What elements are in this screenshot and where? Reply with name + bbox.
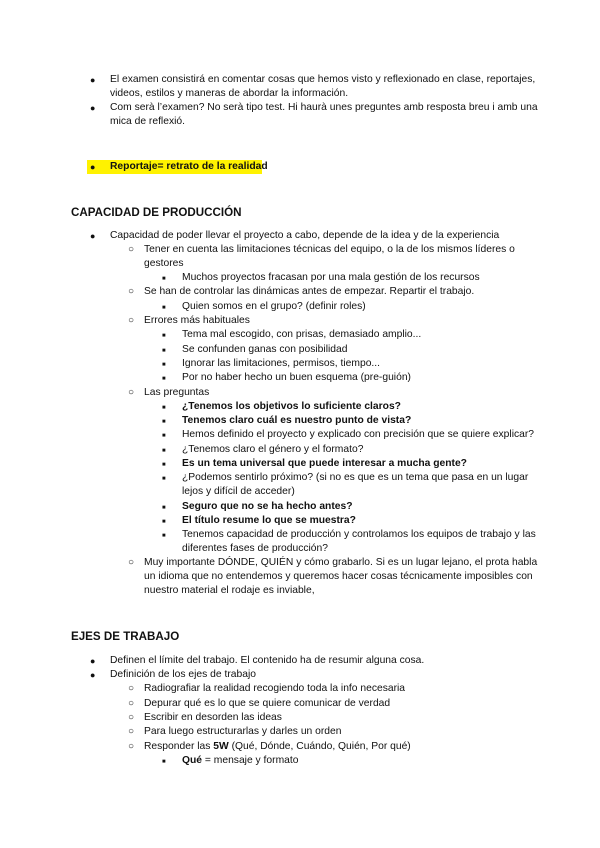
list-item xyxy=(128,386,209,400)
bullet-circle: ○ xyxy=(128,741,135,752)
list-item xyxy=(162,443,363,457)
item-text: Tener en cuenta las limitaciones técnicas del equipo, o la de los mismos líderes o xyxy=(144,244,515,255)
item-text: Tema mal escogido, con prisas, demasiado amplio... xyxy=(182,329,422,340)
intro-line: videos, estilos y maneras de abordar la información. xyxy=(110,88,349,100)
bullet-dot: ● xyxy=(90,162,96,172)
item-text: El título resume lo que se muestra? xyxy=(182,515,356,526)
list-item xyxy=(90,668,256,682)
item-text: Es un tema universal que puede interesar a mucha gente? xyxy=(182,458,467,469)
list-item xyxy=(90,229,499,243)
bullet-square: ■ xyxy=(162,476,166,482)
bullet-circle: ○ xyxy=(128,387,135,398)
bullet-circle: ○ xyxy=(128,557,135,568)
item-text: Tenemos capacidad de producción y controlamos los equipos de trabajo y las xyxy=(182,529,536,540)
bullet-square: ■ xyxy=(162,533,166,539)
list-item xyxy=(128,314,250,328)
bullet-square: ■ xyxy=(162,519,166,525)
bullet-dot: ● xyxy=(90,103,96,113)
item-text: gestores xyxy=(144,258,184,270)
bullet-dot: ● xyxy=(90,231,96,241)
bullet-square: ■ xyxy=(162,305,166,311)
item-text: Se confunden ganas con posibilidad xyxy=(182,344,348,355)
item-text: nuestro material el rodaje es inviable, xyxy=(144,585,315,597)
list-item xyxy=(162,514,356,528)
item-text: un idioma que no entendemos y queremos hacer cosas técnicamente imposibles con xyxy=(144,571,533,583)
item-text: Definen el límite del trabajo. El contenido ha de resumir alguna cosa. xyxy=(110,655,425,666)
intro-line: El examen consistirá en comentar cosas que hemos visto y reflexionado en clase, reportajes, xyxy=(110,74,536,85)
list-item xyxy=(128,285,474,299)
item-text: ¿Tenemos claro el género y el formato? xyxy=(182,444,364,455)
bullet-circle: ○ xyxy=(128,726,135,737)
bullet-circle: ○ xyxy=(128,286,135,297)
item-text: Se han de controlar las dinámicas antes de empezar. Repartir el trabajo. xyxy=(144,286,475,297)
item-text: Capacidad de poder llevar el proyecto a cabo, depende de la idea y de la experiencia xyxy=(110,230,500,241)
bullet-circle: ○ xyxy=(128,712,135,723)
section-heading: CAPACIDAD DE PRODUCCIÓN xyxy=(71,206,242,219)
item-text: diferentes fases de producción? xyxy=(182,543,328,555)
list-item xyxy=(162,357,380,371)
item-text: Errores más habituales xyxy=(144,315,250,326)
item-text: Tenemos claro cuál es nuestro punto de vista? xyxy=(182,415,412,426)
bullet-square: ■ xyxy=(162,433,166,439)
bullet-square: ■ xyxy=(162,362,166,368)
bullet-square: ■ xyxy=(162,462,166,468)
bullet-dot: ● xyxy=(90,670,96,680)
bullet-circle: ○ xyxy=(128,315,135,326)
highlighted-intro-item xyxy=(87,160,268,174)
item-text: Seguro que no se ha hecho antes? xyxy=(182,501,353,512)
item-text: Hemos definido el proyecto y explicado con precisión que se quiere explicar? xyxy=(182,429,535,440)
list-item xyxy=(162,400,401,414)
item-text: ¿Tenemos los objetivos lo suficiente claros? xyxy=(182,401,401,412)
list-item xyxy=(90,654,424,668)
list-item xyxy=(162,754,298,768)
bullet-circle: ○ xyxy=(128,244,135,255)
bullet-circle: ○ xyxy=(128,683,135,694)
bullet-dot: ● xyxy=(90,75,96,85)
list-item xyxy=(128,711,282,725)
bullet-square: ■ xyxy=(162,333,166,339)
intro-line: Com serà l’examen? No serà tipo test. Hi haurà unes preguntes amb resposta breu i amb una xyxy=(110,102,538,113)
list-item xyxy=(162,471,528,499)
item-text: lejos y difícil de acceder) xyxy=(182,486,295,498)
item-text: Definición de los ejes de trabajo xyxy=(110,669,256,680)
item-text: Para luego estructurarlas y darles un orden xyxy=(144,726,342,737)
list-item xyxy=(128,682,405,696)
list-item xyxy=(128,556,537,599)
item-text: Muy importante DÓNDE, QUIÉN y cómo grabarlo. Si es un lugar lejano, el prota habla xyxy=(144,557,538,568)
bullet-square: ■ xyxy=(162,505,166,511)
bullet-square: ■ xyxy=(162,276,166,282)
item-text: Escribir en desorden las ideas xyxy=(144,712,282,723)
intro-line: Reportaje= retrato de la realidad xyxy=(110,161,268,172)
item-text: Por no haber hecho un buen esquema (pre-guión) xyxy=(182,372,411,383)
item-text: ¿Podemos sentirlo próximo? (si no es que es un tema que pasa en un lugar xyxy=(182,472,529,483)
bullet-square: ■ xyxy=(162,405,166,411)
bullet-square: ■ xyxy=(162,348,166,354)
list-item xyxy=(162,328,421,342)
item-text: Quien somos en el grupo? (definir roles) xyxy=(182,301,366,312)
list-item xyxy=(162,371,411,385)
bullet-square: ■ xyxy=(162,759,166,765)
bullet-square: ■ xyxy=(162,376,166,382)
list-item xyxy=(162,528,536,556)
bullet-square: ■ xyxy=(162,448,166,454)
bullet-circle: ○ xyxy=(128,698,135,709)
item-text: Ignorar las limitaciones, permisos, tiempo... xyxy=(182,358,381,369)
list-item xyxy=(128,740,411,754)
list-item xyxy=(162,414,411,428)
list-item xyxy=(128,243,515,271)
item-text: Muchos proyectos fracasan por una mala gestión de los recursos xyxy=(182,272,480,283)
list-item xyxy=(162,428,534,442)
item-text: Depurar qué es lo que se quiere comunicar de verdad xyxy=(144,698,391,709)
list-item xyxy=(162,300,366,314)
list-item xyxy=(128,725,341,739)
intro-item xyxy=(90,101,538,129)
list-item xyxy=(162,343,347,357)
bullet-dot: ● xyxy=(90,656,96,666)
list-item xyxy=(162,500,353,514)
intro-item xyxy=(90,73,535,101)
item-text: Las preguntas xyxy=(144,387,210,398)
bullet-square: ■ xyxy=(162,419,166,425)
list-item xyxy=(162,457,467,471)
list-item xyxy=(128,697,390,711)
list-item xyxy=(162,271,480,285)
section-heading: EJES DE TRABAJO xyxy=(71,630,180,643)
item-text: Qué = mensaje y formato xyxy=(182,755,299,766)
intro-line: mica de reflexió. xyxy=(110,116,185,128)
item-text: Radiografiar la realidad recogiendo toda la info necesaria xyxy=(144,683,406,694)
item-text: Responder las 5W (Qué, Dónde, Cuándo, Quién, Por qué) xyxy=(144,741,411,752)
